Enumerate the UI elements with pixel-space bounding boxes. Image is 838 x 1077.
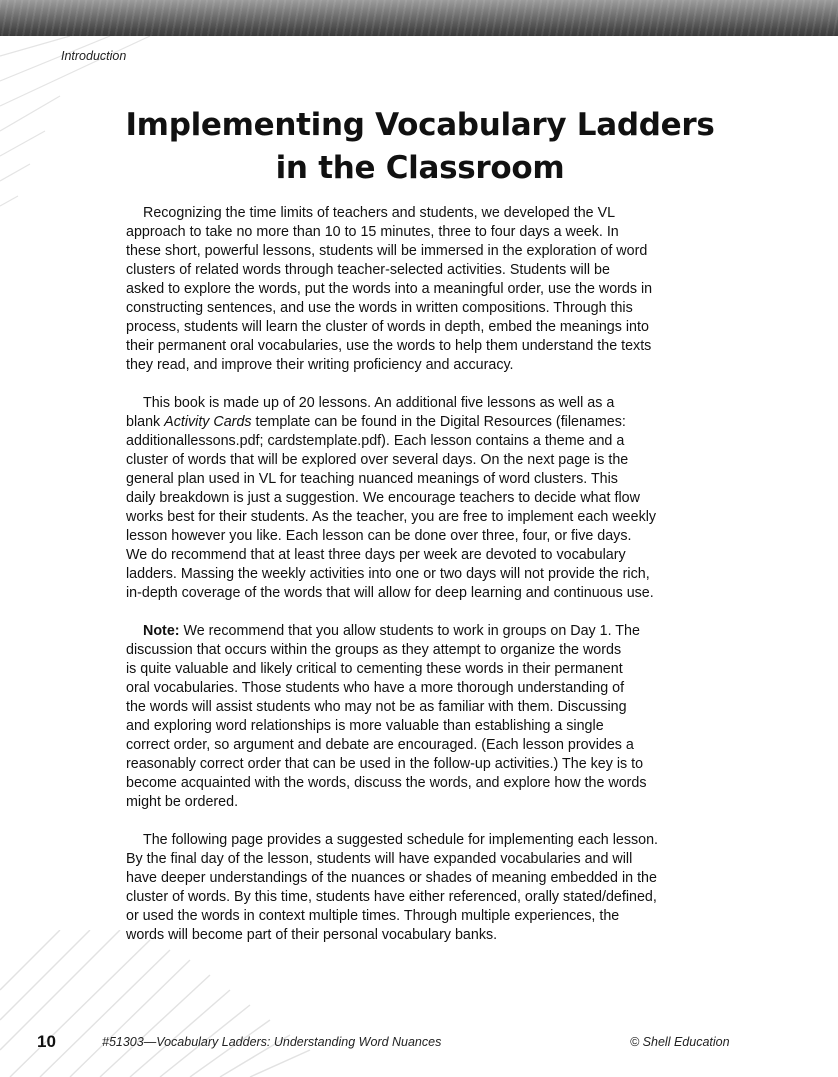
- text-line: cluster of words. By this time, students have either referenced, orally stated/defined,: [126, 889, 657, 905]
- text-line: [126, 622, 702, 641]
- text-line: oral vocabularies. Those students who have a more thorough understanding of: [126, 680, 625, 696]
- text-line: their permanent oral vocabularies, use the words to help them understand the texts: [126, 338, 652, 354]
- paragraph-3-note: [126, 622, 702, 812]
- text-line: constructing sentences, and use the words in written compositions. Through this: [126, 300, 633, 316]
- text-line: and exploring word relationships is more valuable than establishing a single: [126, 718, 604, 734]
- section-label: Introduction: [61, 49, 127, 63]
- footer-book-title: #51303—Vocabulary Ladders: Understanding Word Nuances: [102, 1035, 442, 1049]
- text-line: discussion that occurs within the groups as they attempt to organize the words: [126, 642, 622, 658]
- text-line: works best for their students. As the teacher, you are free to implement each weekly: [126, 509, 657, 525]
- text-segment: blank: [126, 414, 165, 430]
- text-line: asked to explore the words, put the words into a meaningful order, use the words in: [126, 281, 653, 297]
- text-line: the words will assist students who may not be as familiar with them. Discussing: [126, 699, 627, 715]
- text-line: or used the words in context multiple times. Through multiple experiences, the: [126, 908, 620, 924]
- text-line: [126, 413, 702, 432]
- text-line: words will become part of their personal vocabulary banks.: [126, 927, 498, 943]
- text-line: We do recommend that at least three days per week are devoted to vocabulary: [126, 547, 626, 563]
- paragraph-4: [126, 831, 702, 945]
- text-line: additionallessons.pdf; cardstemplate.pdf). Each lesson contains a theme and a: [126, 433, 625, 449]
- text-line: these short, powerful lessons, students will be immersed in the exploration of word: [126, 243, 648, 259]
- text-line: This book is made up of 20 lessons. An additional five lessons as well as a: [143, 395, 615, 411]
- text-line: reasonably correct order that can be used in the follow-up activities.) The key is to: [126, 756, 644, 772]
- text-line: Recognizing the time limits of teachers and students, we developed the VL: [143, 205, 616, 221]
- text-line: become acquainted with the words, discuss the words, and explore how the words: [126, 775, 647, 791]
- text-line: general plan used in VL for teaching nuanced meanings of word clusters. This: [126, 471, 618, 487]
- top-decorative-band: [0, 0, 838, 36]
- text-line: in-depth coverage of the words that will allow for deep learning and continuous use.: [126, 585, 654, 601]
- text-line: process, students will learn the cluster of words in depth, embed the meanings into: [126, 319, 649, 335]
- page-number: 10: [37, 1032, 56, 1051]
- body-text: [126, 204, 702, 964]
- text-line: is quite valuable and likely critical to cementing these words in their permanent: [126, 661, 623, 677]
- page-title-line-2: in the Classroom: [275, 150, 565, 186]
- text-line: might be ordered.: [126, 794, 239, 810]
- text-segment: We recommend that you allow students to work in groups on Day 1. The: [179, 623, 640, 639]
- text-line: have deeper understandings of the nuances or shades of meaning embedded in the: [126, 870, 657, 886]
- text-line: lesson however you like. Each lesson can be done over three, four, or five days.: [126, 528, 632, 544]
- text-line: correct order, so argument and debate are encouraged. (Each lesson provides a: [126, 737, 634, 753]
- paragraph-2: [126, 394, 702, 603]
- note-label: Note:: [143, 623, 180, 639]
- page-title-line-1: Implementing Vocabulary Ladders: [125, 107, 715, 143]
- page-title: [60, 104, 780, 190]
- footer-copyright: © Shell Education: [630, 1035, 730, 1049]
- text-line: cluster of words that will be explored over several days. On the next page is the: [126, 452, 629, 468]
- text-line: approach to take no more than 10 to 15 minutes, three to four days a week. In: [126, 224, 619, 240]
- text-line: ladders. Massing the weekly activities into one or two days will not provide the rich,: [126, 566, 650, 582]
- activity-cards-term: Activity Cards: [164, 414, 252, 430]
- paragraph-1: [126, 204, 702, 375]
- text-line: By the final day of the lesson, students will have expanded vocabularies and will: [126, 851, 633, 867]
- text-segment: template can be found in the Digital Resources (filenames:: [251, 414, 626, 430]
- text-line: daily breakdown is just a suggestion. We encourage teachers to decide what flow: [126, 490, 640, 506]
- text-line: The following page provides a suggested schedule for implementing each lesson.: [143, 832, 659, 848]
- text-line: clusters of related words through teacher-selected activities. Students will be: [126, 262, 610, 278]
- text-line: they read, and improve their writing proficiency and accuracy.: [126, 357, 514, 373]
